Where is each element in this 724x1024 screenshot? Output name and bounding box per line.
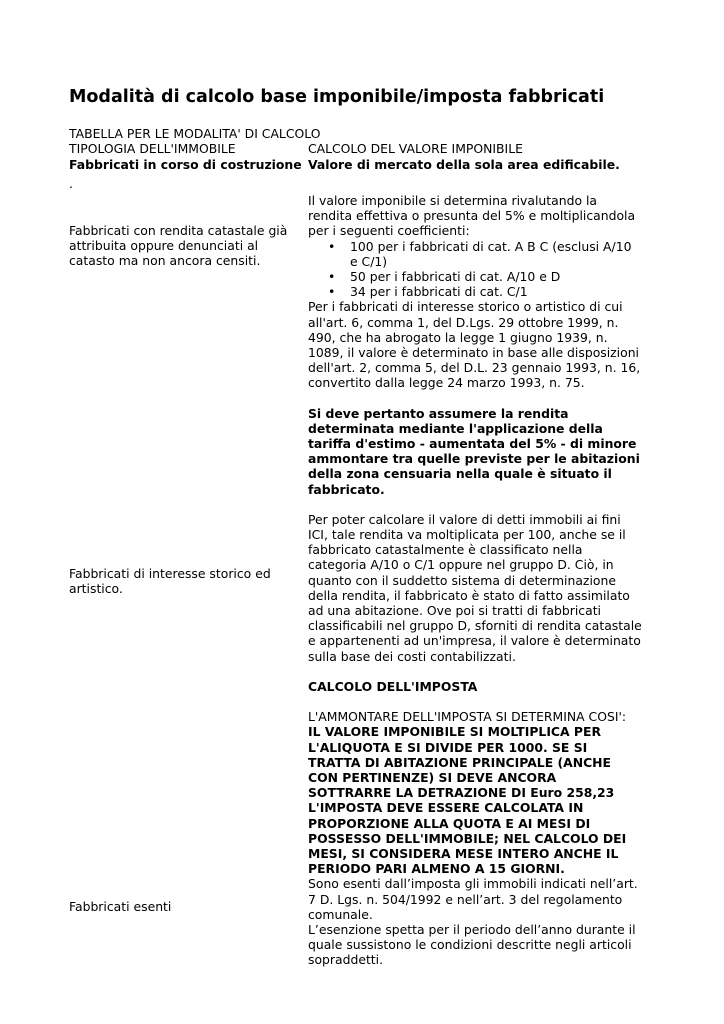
row-storico-type: Fabbricati di interesse storico ed artistico. <box>69 566 271 597</box>
table-caption: TABELLA PER LE MODALITA' DI CALCOLO <box>69 126 321 141</box>
list-item: • 34 per i fabbricati di cat. C/1 <box>308 284 642 299</box>
header-calcolo-valore: CALCOLO DEL VALORE IMPONIBILE <box>308 141 523 156</box>
header-tipologia: TIPOLOGIA DELL'IMMOBILE <box>69 141 236 156</box>
imposta-heading: CALCOLO DELL'IMPOSTA <box>308 678 478 694</box>
list-item: • 50 per i fabbricati di cat. A/10 e D <box>308 269 642 284</box>
row-corso-value: Valore di mercato della sola area edificabile. <box>308 157 620 172</box>
page-title: Modalità di calcolo base imponibile/imposta fabbricati <box>69 87 605 107</box>
coefficient-list <box>308 239 642 300</box>
row-corso-type: Fabbricati in corso di costruzione <box>69 157 302 172</box>
right-column-flow <box>308 193 642 968</box>
storico-paragraph-3: Per poter calcolare il valore di detti immobili ai fini ICI, tale rendita va moltiplicata per 100, anche se il fabbricato catastalmente è classificato nella categoria A/10 o C/1 oppure nel gruppo D. Ciò, in quanto con il suddetto sistema di determinazione della rendita, il fabbricato è stato di fatto assimilato ad una abitazione. Ove poi si tratti di fabbricati classificabili nel gruppo D, sforniti di rendita catastale e appartenenti ad un'impresa, il valore è determinato sulla base dei costi contabilizzati. <box>308 511 642 664</box>
imposta-intro: L'AMMONTARE DELL'IMPOSTA SI DETERMINA COSI': <box>308 709 627 725</box>
storico-paragraph-1: Per i fabbricati di interesse storico o artistico di cui all'art. 6, comma 1, del D.Lgs. 29 ottobre 1999, n. 490, che ha abrogato la legge 1 giugno 1939, n. 1089, il valore è determinato in base alle disposizioni dell'art. 2, comma 5, del D.L. 23 gennaio 1993, n. 16, convertito dalla legge 24 marzo 1993, n. 75. <box>308 299 641 391</box>
imposta-bold-text: IL VALORE IMPONIBILE SI MOLTIPLICA PER L'ALIQUOTA E SI DIVIDE PER 1000. SE SI TRATTA DI ABITAZIONE PRINCIPALE (ANCHE CON PERTINENZE) SI DEVE ANCORA SOTTRARRE LA DETRAZIONE DI Euro 258,23 L'IMPOSTA DEVE ESSERE CALCOLATA IN PROPORZIONE ALLA QUOTA E AI MESI DI POSSESSO DELL'IMMOBILE; NEL CALCOLO DEI MESI, SI CONSIDERA MESE INTERO ANCHE IL PERIODO PARI ALMENO A 15 GIORNI. <box>308 724 627 877</box>
row-corso-dot: . <box>69 176 73 191</box>
storico-paragraph-2: Si deve pertanto assumere la rendita determinata mediante l'applicazione della tariffa d'estimo - aumentata del 5% - di minore ammontare tra quelle previste per le abitazioni della zona censuaria nella quale è situato il fabbricato. <box>308 405 640 497</box>
rendita-intro: Il valore imponibile si determina rivalutando la rendita effettiva o presunta del 5% e moltiplicandola per i seguenti coefficienti: <box>308 193 636 239</box>
esenti-paragraph-2: L’esenzione spetta per il periodo dell’anno durante il quale sussistono le condizioni descritte negli articoli sopraddetti. <box>308 921 636 968</box>
list-item: • 100 per i fabbricati di cat. A B C (esclusi A/10 e C/1) <box>308 239 642 269</box>
row-esenti-type: Fabbricati esenti <box>69 899 172 914</box>
row-rendita-type: Fabbricati con rendita catastale già attribuita oppure denunciati al catasto ma non ancora censiti. <box>69 223 288 269</box>
esenti-paragraph-1: Sono esenti dall’imposta gli immobili indicati nell’art. 7 D. Lgs. n. 504/1992 e nell’art. 3 del regolamento comunale. <box>308 876 638 922</box>
